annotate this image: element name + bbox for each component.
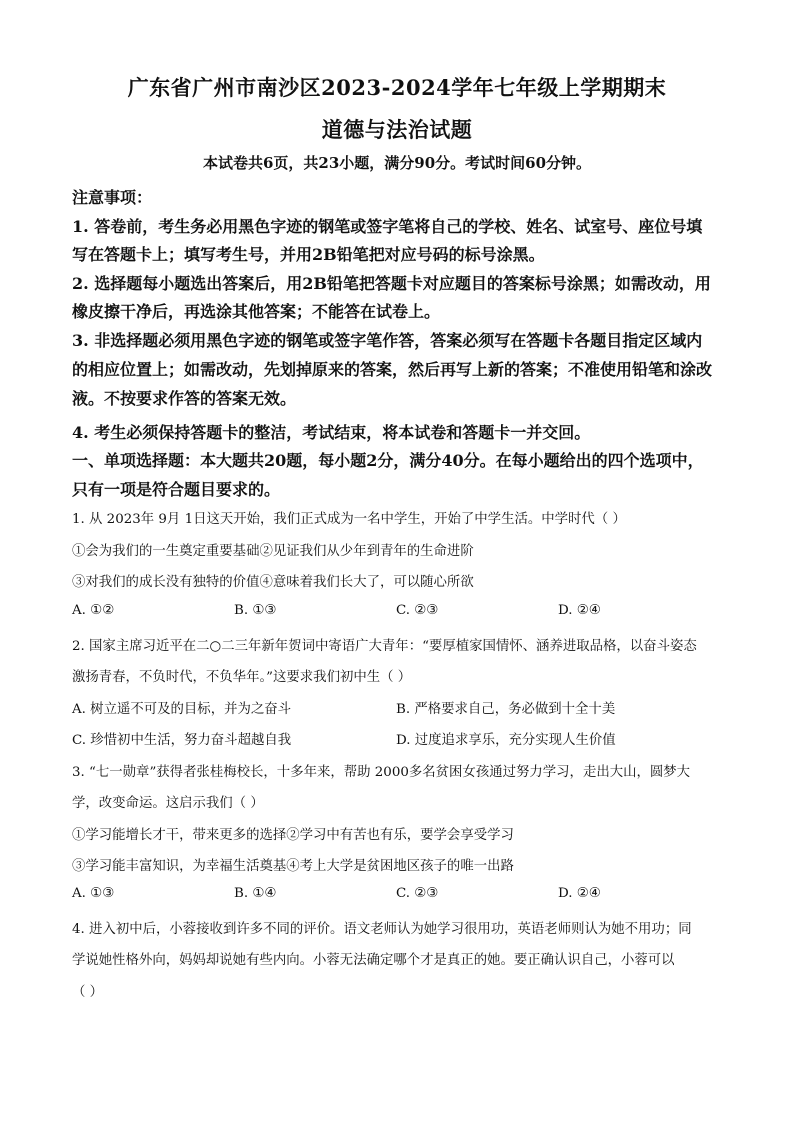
question-3-option-b: B. ①④ <box>234 886 277 901</box>
question-4-answer-blank: （ ） <box>72 985 104 1000</box>
question-4-stem-cont: 学说她性格外向，妈妈却说她有些内向。小蓉无法确定哪个才是真正的她。要正确认识自己，小蓉可以 <box>72 953 675 968</box>
notice-line: 的相应位置上；如需改动，先划掉原来的答案，然后再写上新的答案；不准使用铅笔和涂改 <box>72 360 713 379</box>
question-3-stem: 3. “七一勋章”获得者张桂梅校长，十多年来，帮助 2000多名贫困女孩通过努力学习，走出大山，圆梦大 <box>72 765 691 780</box>
question-1-option-d: D. ②④ <box>558 603 601 618</box>
notice-line: 橡皮擦干净后，再选涂其他答案；不能答在试卷上。 <box>72 302 441 321</box>
question-1-stem: 1. 从 2023年 9月 1日这天开始，我们正式成为一名中学生，开始了中学生活。中学时代（ ） <box>72 512 626 527</box>
question-2-stem: 2. 国家主席习近平在二○二三年新年贺词中寄语广大青年：“要厚植家国情怀、涵养进取品格，以奋斗姿态 <box>72 639 697 654</box>
notice-line: 写在答题卡上；填写考生号，并用2B铅笔把对应号码的标号涂黑。 <box>72 245 545 264</box>
question-3-statement: ①学习能增长才干，带来更多的选择②学习中有苦也有乐，要学会享受学习 <box>72 828 514 843</box>
question-1-statement: ③对我们的成长没有独特的价值④意味着我们长大了，可以随心所欲 <box>72 575 474 590</box>
notice-line: 3. 非选择题必须用黑色字迹的钢笔或签字笔作答，答案必须写在答题卡各题目指定区域内 <box>72 331 703 350</box>
question-3-stem-cont: 学，改变命运。这启示我们（ ） <box>72 796 264 811</box>
notice-heading: 注意事项： <box>72 188 153 207</box>
exam-info: 本试卷共6页，共23小题，满分90分。考试时间60分钟。 <box>202 154 592 172</box>
question-1-option-b: B. ①③ <box>234 603 277 618</box>
question-3-option-a: A. ①③ <box>72 886 115 901</box>
notice-line: 1. 答卷前，考生务必用黑色字迹的钢笔或签字笔将自己的学校、姓名、试室号、座位号填 <box>72 217 703 236</box>
question-1-option-c: C. ②③ <box>396 603 439 618</box>
question-1-option-a: A. ①② <box>72 603 115 618</box>
question-2-option-d: D. 过度追求享乐，充分实现人生价值 <box>396 733 616 748</box>
exam-title: 广东省广州市南沙区2023-2024学年七年级上学期期末 <box>127 75 667 100</box>
question-3-statement: ③学习能丰富知识，为幸福生活奠基④考上大学是贫困地区孩子的唯一出路 <box>72 859 514 874</box>
section-heading-cont: 只有一项是符合题目要求的。 <box>72 480 281 499</box>
exam-subject-title: 道德与法治试题 <box>321 117 473 142</box>
notice-line: 2. 选择题每小题选出答案后，用2B铅笔把答题卡对应题目的答案标号涂黑；如需改动，用 <box>72 274 711 293</box>
section-heading: 一、单项选择题：本大题共20题，每小题2分，满分40分。在每小题给出的四个选项中， <box>72 451 704 470</box>
question-2-stem-cont: 激扬青春，不负时代，不负华年。”这要求我们初中生（ ） <box>72 670 412 685</box>
question-2-option-b: B. 严格要求自己，务必做到十全十美 <box>396 702 616 717</box>
question-1-statement: ①会为我们的一生奠定重要基础②见证我们从少年到青年的生命进阶 <box>72 544 474 559</box>
question-4-stem: 4. 进入初中后，小蓉接收到许多不同的评价。语文老师认为她学习很用功，英语老师则认为她不用功；同 <box>72 922 692 937</box>
question-2-option-a: A. 树立遥不可及的目标，并为之奋斗 <box>72 702 292 717</box>
question-3-option-d: D. ②④ <box>558 886 601 901</box>
question-2-option-c: C. 珍惜初中生活，努力奋斗超越自我 <box>72 733 292 748</box>
notice-line: 4. 考生必须保持答题卡的整洁，考试结束，将本试卷和答题卡一并交回。 <box>72 423 591 442</box>
notice-line: 液。不按要求作答的答案无效。 <box>72 389 297 408</box>
question-3-option-c: C. ②③ <box>396 886 439 901</box>
